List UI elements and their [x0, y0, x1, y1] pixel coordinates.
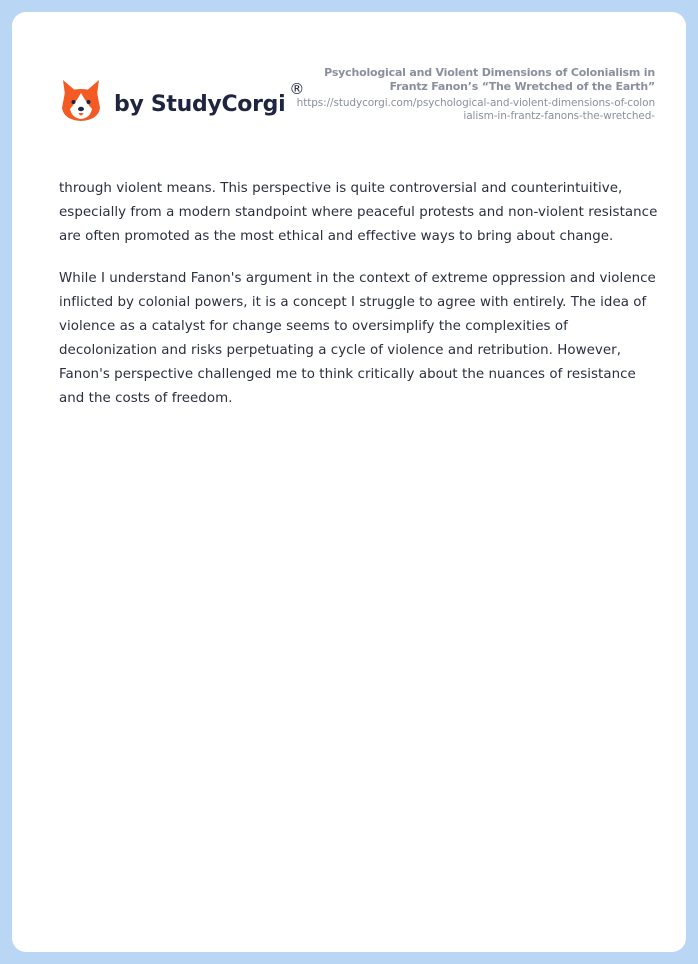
document-title: Psychological and Violent Dimensions of Colonialism in Frantz Fanon’s “The Wretched of the Earth” — [324, 66, 655, 93]
paragraph: through violent means. This perspective is quite controversial and counterintuitive, especially from a modern standpoint where peaceful protests and non-violent resistance are often promoted as the most ethical and effective ways to bring about change. — [59, 181, 658, 244]
paragraph: While I understand Fanon's argument in the context of extreme oppression and violence inflicted by colonial powers, it is a concept I struggle to agree with entirely. The idea of violence as a catalyst for change seems to oversimplify the complexities of decolonization and risks perpetuating a cycle of violence and retribution. However, Fanon's perspective challenged me to think critically about the nuances of resistance and the costs of freedom. — [59, 271, 656, 406]
corgi-icon — [60, 78, 102, 124]
document-page — [12, 12, 686, 952]
document-header — [295, 66, 655, 123]
document-url[interactable]: https://studycorgi.com/psychological-and-violent-dimensions-of-colonialism-in-frantz-fanons-the-wretched- — [296, 97, 655, 122]
studycorgi-logo[interactable] — [60, 76, 304, 126]
document-body — [59, 177, 659, 429]
logo-text: by StudyCorgi — [114, 91, 286, 117]
registered-mark: ® — [289, 80, 305, 98]
